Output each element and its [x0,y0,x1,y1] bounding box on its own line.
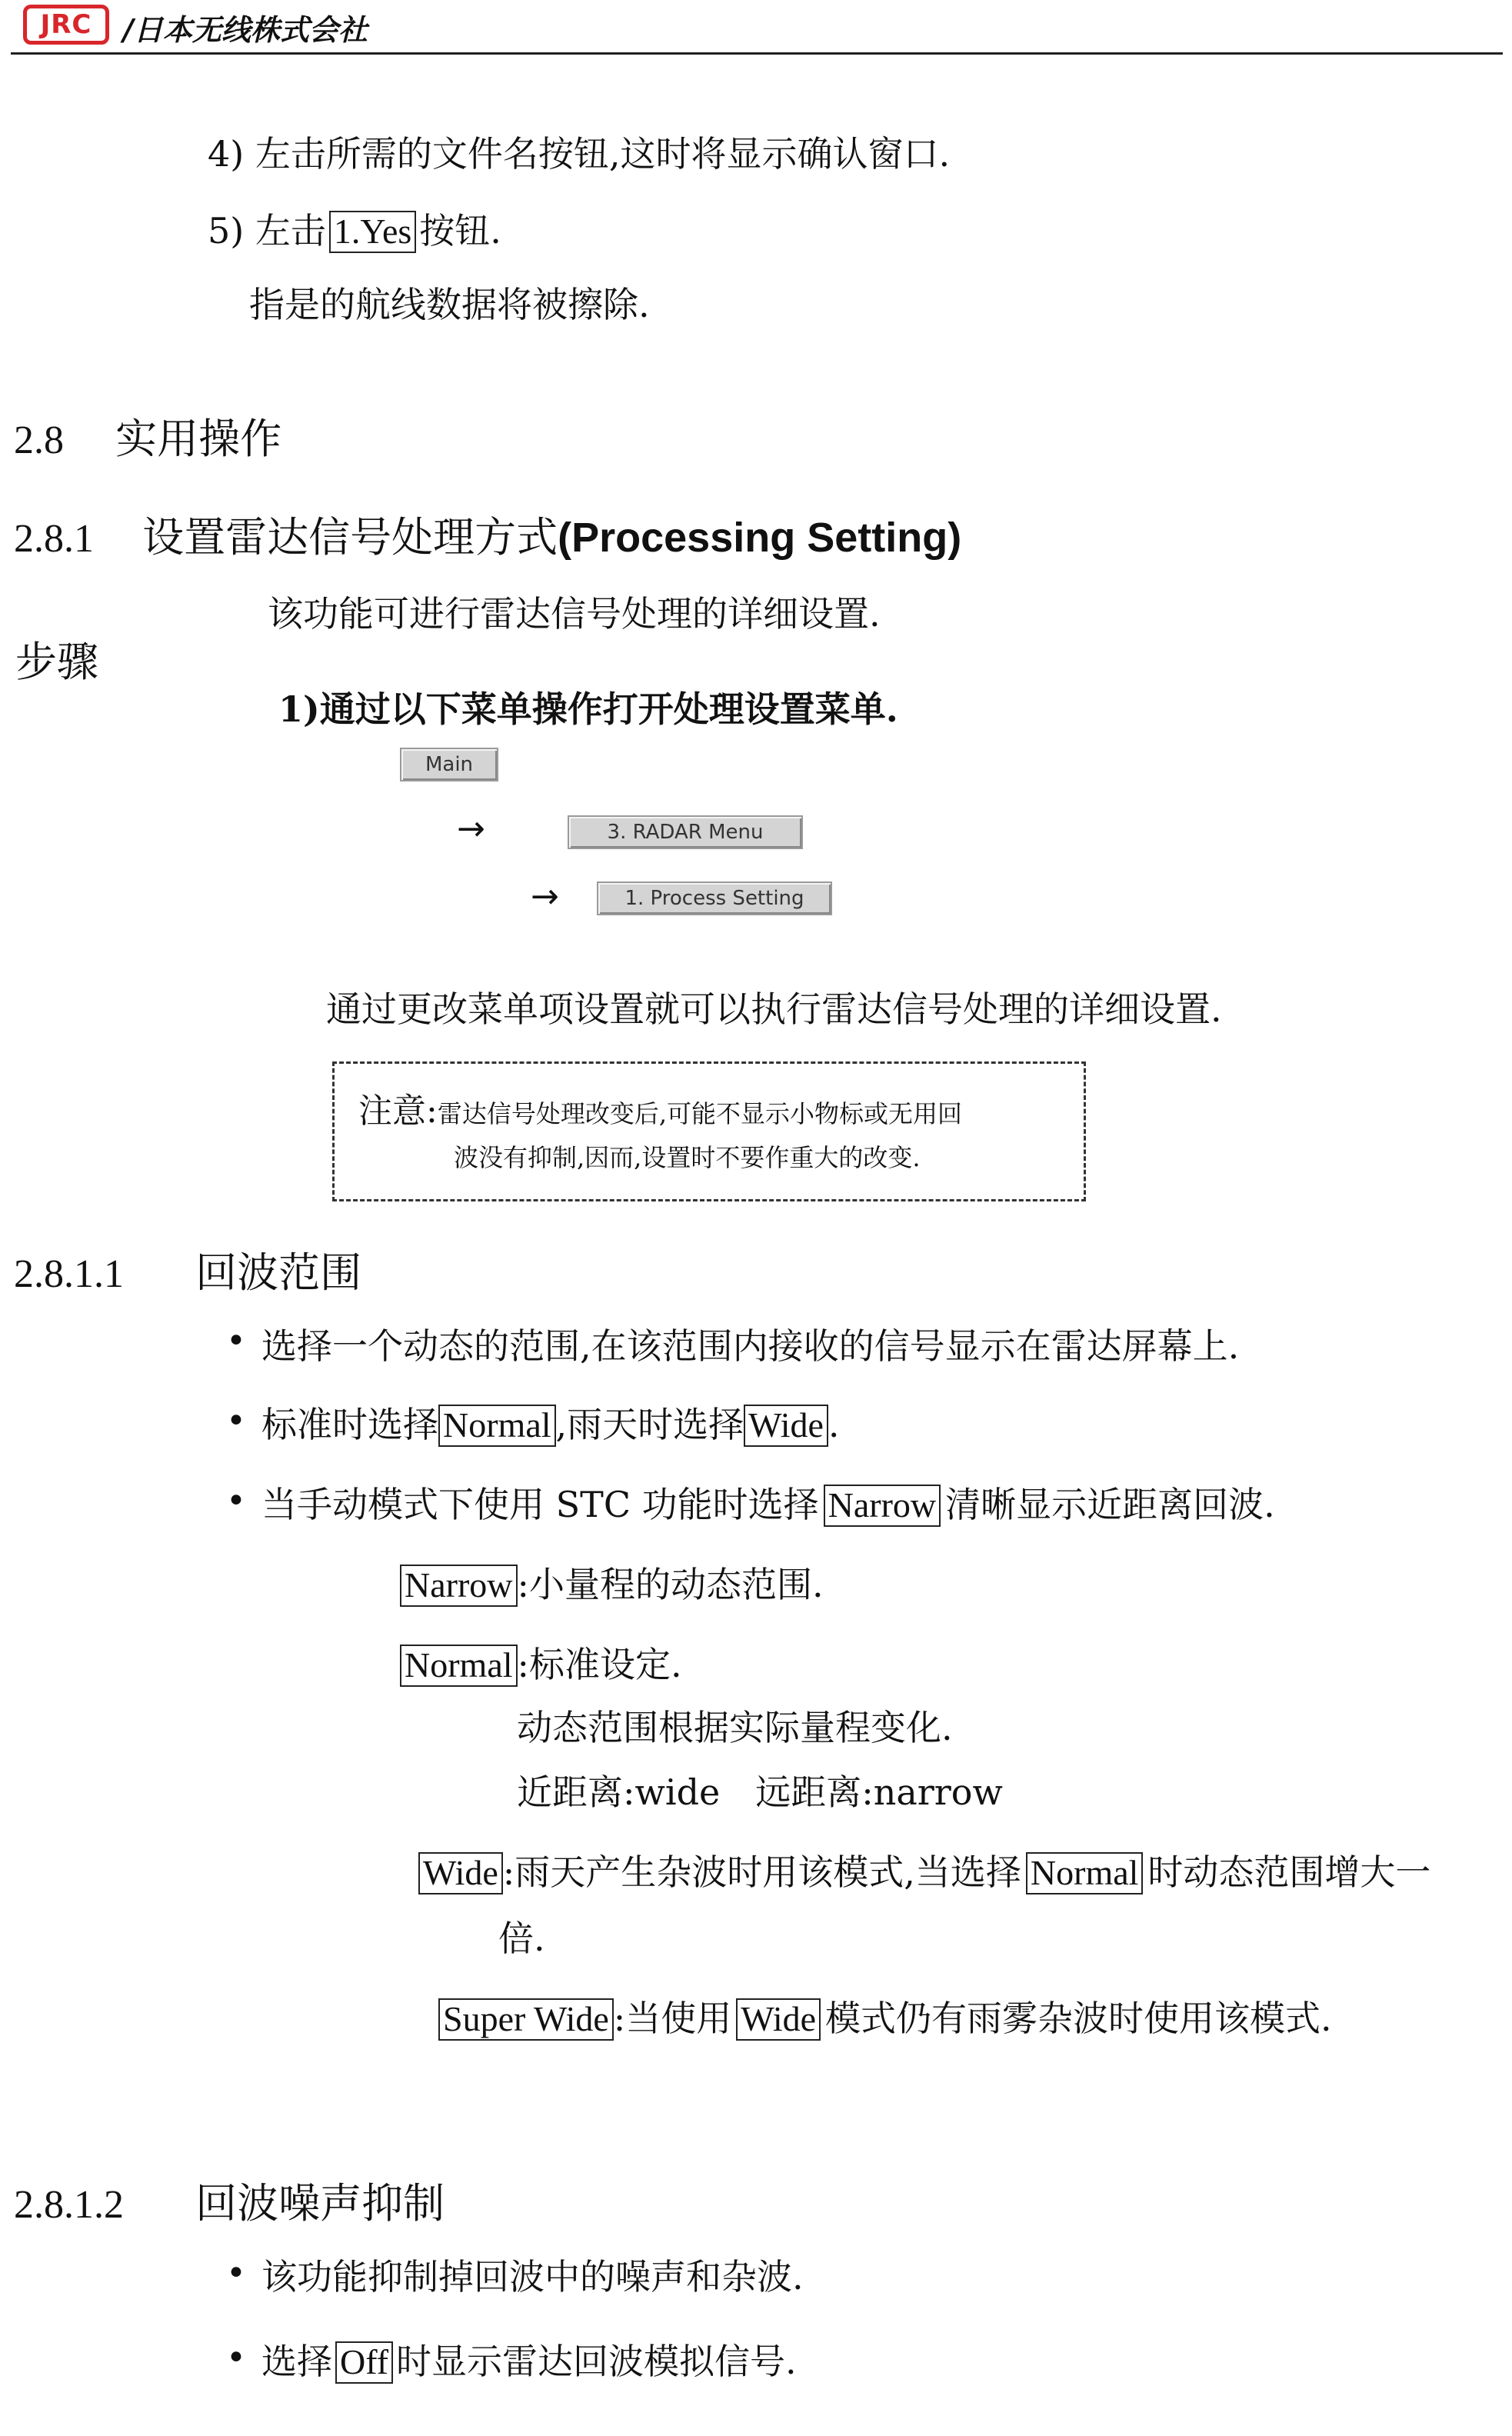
wide-option-ref: Wide [744,1405,828,1447]
bullet-icon: • [226,2254,246,2293]
step-5-suffix: 按钮. [419,210,501,252]
text: . [828,1404,840,1445]
caution-text-1: 雷达信号处理改变后,可能不显示小物标或无用回 [437,1099,963,1128]
section-2-8-1-2-heading [14,2171,445,2230]
off-option-ref: Off [335,2341,393,2384]
normal-line-2: 动态范围根据实际量程变化. [517,1707,953,1748]
text: :当使用 [613,1998,732,2039]
yes-button-ref: 1.Yes [329,211,416,253]
step-5-prefix: 5) 左击 [208,210,326,252]
section-2-8-1-1-heading [14,1240,361,1299]
text: 选择 [261,2341,332,2382]
text: 时动态范围增大一 [1147,1851,1431,1893]
noise-bullet-2 [261,2334,797,2384]
text: :标准设定. [517,1644,682,1685]
section-2-8-heading [14,406,281,465]
text: 当手动模式下使用 STC 功能时选择 [261,1484,819,1525]
section-number: 2.8.1 [14,517,94,561]
bullet-icon: • [226,1401,246,1441]
wide-definition [418,1844,1430,1895]
text: 标准时选择 [261,1404,438,1445]
text: 模式仍有雨雾杂波时使用该模式. [825,1998,1332,2039]
bullet-icon: • [226,2338,246,2378]
narrow-key: Narrow [400,1565,518,1607]
step-4-text: 4) 左击所需的文件名按钮,这时将显示确认窗口. [208,133,951,175]
wide-key: Wide [418,1852,503,1894]
text: ,雨天时选择 [555,1404,744,1445]
company-name: /日本无线株式会社 [123,13,368,47]
menu-process-setting-button[interactable]: 1. Process Setting [597,881,832,915]
super-wide-key: Super Wide [438,1998,614,2041]
step-5-result: 指是的航线数据将被擦除. [249,284,650,325]
step-1-text: 1)通过以下菜单操作打开处理设置菜单. [278,688,898,730]
normal-option-ref: Normal [438,1405,556,1447]
section-title: 实用操作 [115,415,282,463]
super-wide-definition [438,1991,1332,2041]
step-5-line [208,203,501,254]
wide-option-ref: Wide [736,1998,821,2041]
normal-option-ref: Normal [1026,1852,1144,1894]
caution-line-2: 波没有抑制,因而,设置时不要作重大的改变. [454,1143,921,1172]
caution-label: 注意: [358,1091,438,1131]
normal-key: Normal [400,1645,518,1687]
bullet-text-3 [261,1477,1275,1528]
text: :雨天产生杂波时用该模式,当选择 [502,1851,1021,1893]
noise-bullet-1: 该功能抑制掉回波中的噪声和杂波. [261,2256,804,2298]
section-number: 2.8.1.2 [14,2183,124,2227]
text: :小量程的动态范围. [517,1564,824,1605]
narrow-definition [400,1557,824,1608]
section-title: 回波噪声抑制 [195,2179,445,2228]
menu-main-button[interactable]: Main [400,748,498,781]
wide-line-2: 倍. [498,1918,545,1959]
section-2-8-1-heading [14,505,961,564]
arrow-icon: → [457,809,485,848]
text: 清晰显示近距离回波. [945,1484,1275,1525]
menu-description: 通过更改菜单项设置就可以执行雷达信号处理的详细设置. [326,988,1222,1030]
arrow-icon: → [531,877,559,916]
section-title-cn: 设置雷达信号处理方式 [142,513,558,562]
section-number: 2.8 [14,418,64,462]
normal-definition [400,1637,682,1688]
menu-radar-menu-button[interactable]: 3. RADAR Menu [568,815,803,849]
normal-line-3: 近距离:wide 远距离:narrow [517,1771,1003,1813]
header-divider [11,52,1503,55]
jrc-logo: JRC [23,5,109,45]
bullet-text-1: 选择一个动态的范围,在该范围内接收的信号显示在雷达屏幕上. [261,1325,1240,1367]
section-title: 回波范围 [195,1248,362,1297]
bullet-text-2 [261,1397,840,1448]
section-intro: 该功能可进行雷达信号处理的详细设置. [268,593,881,635]
section-number: 2.8.1.1 [14,1252,124,1296]
bullet-icon: • [226,1481,246,1521]
steps-label: 步骤 [15,638,98,686]
bullet-icon: • [226,1321,246,1361]
section-title-en: (Processing Setting) [558,515,962,561]
text: 时显示雷达回波模拟信号. [396,2341,797,2382]
narrow-option-ref: Narrow [824,1485,941,1527]
caution-line-1 [358,1083,962,1132]
